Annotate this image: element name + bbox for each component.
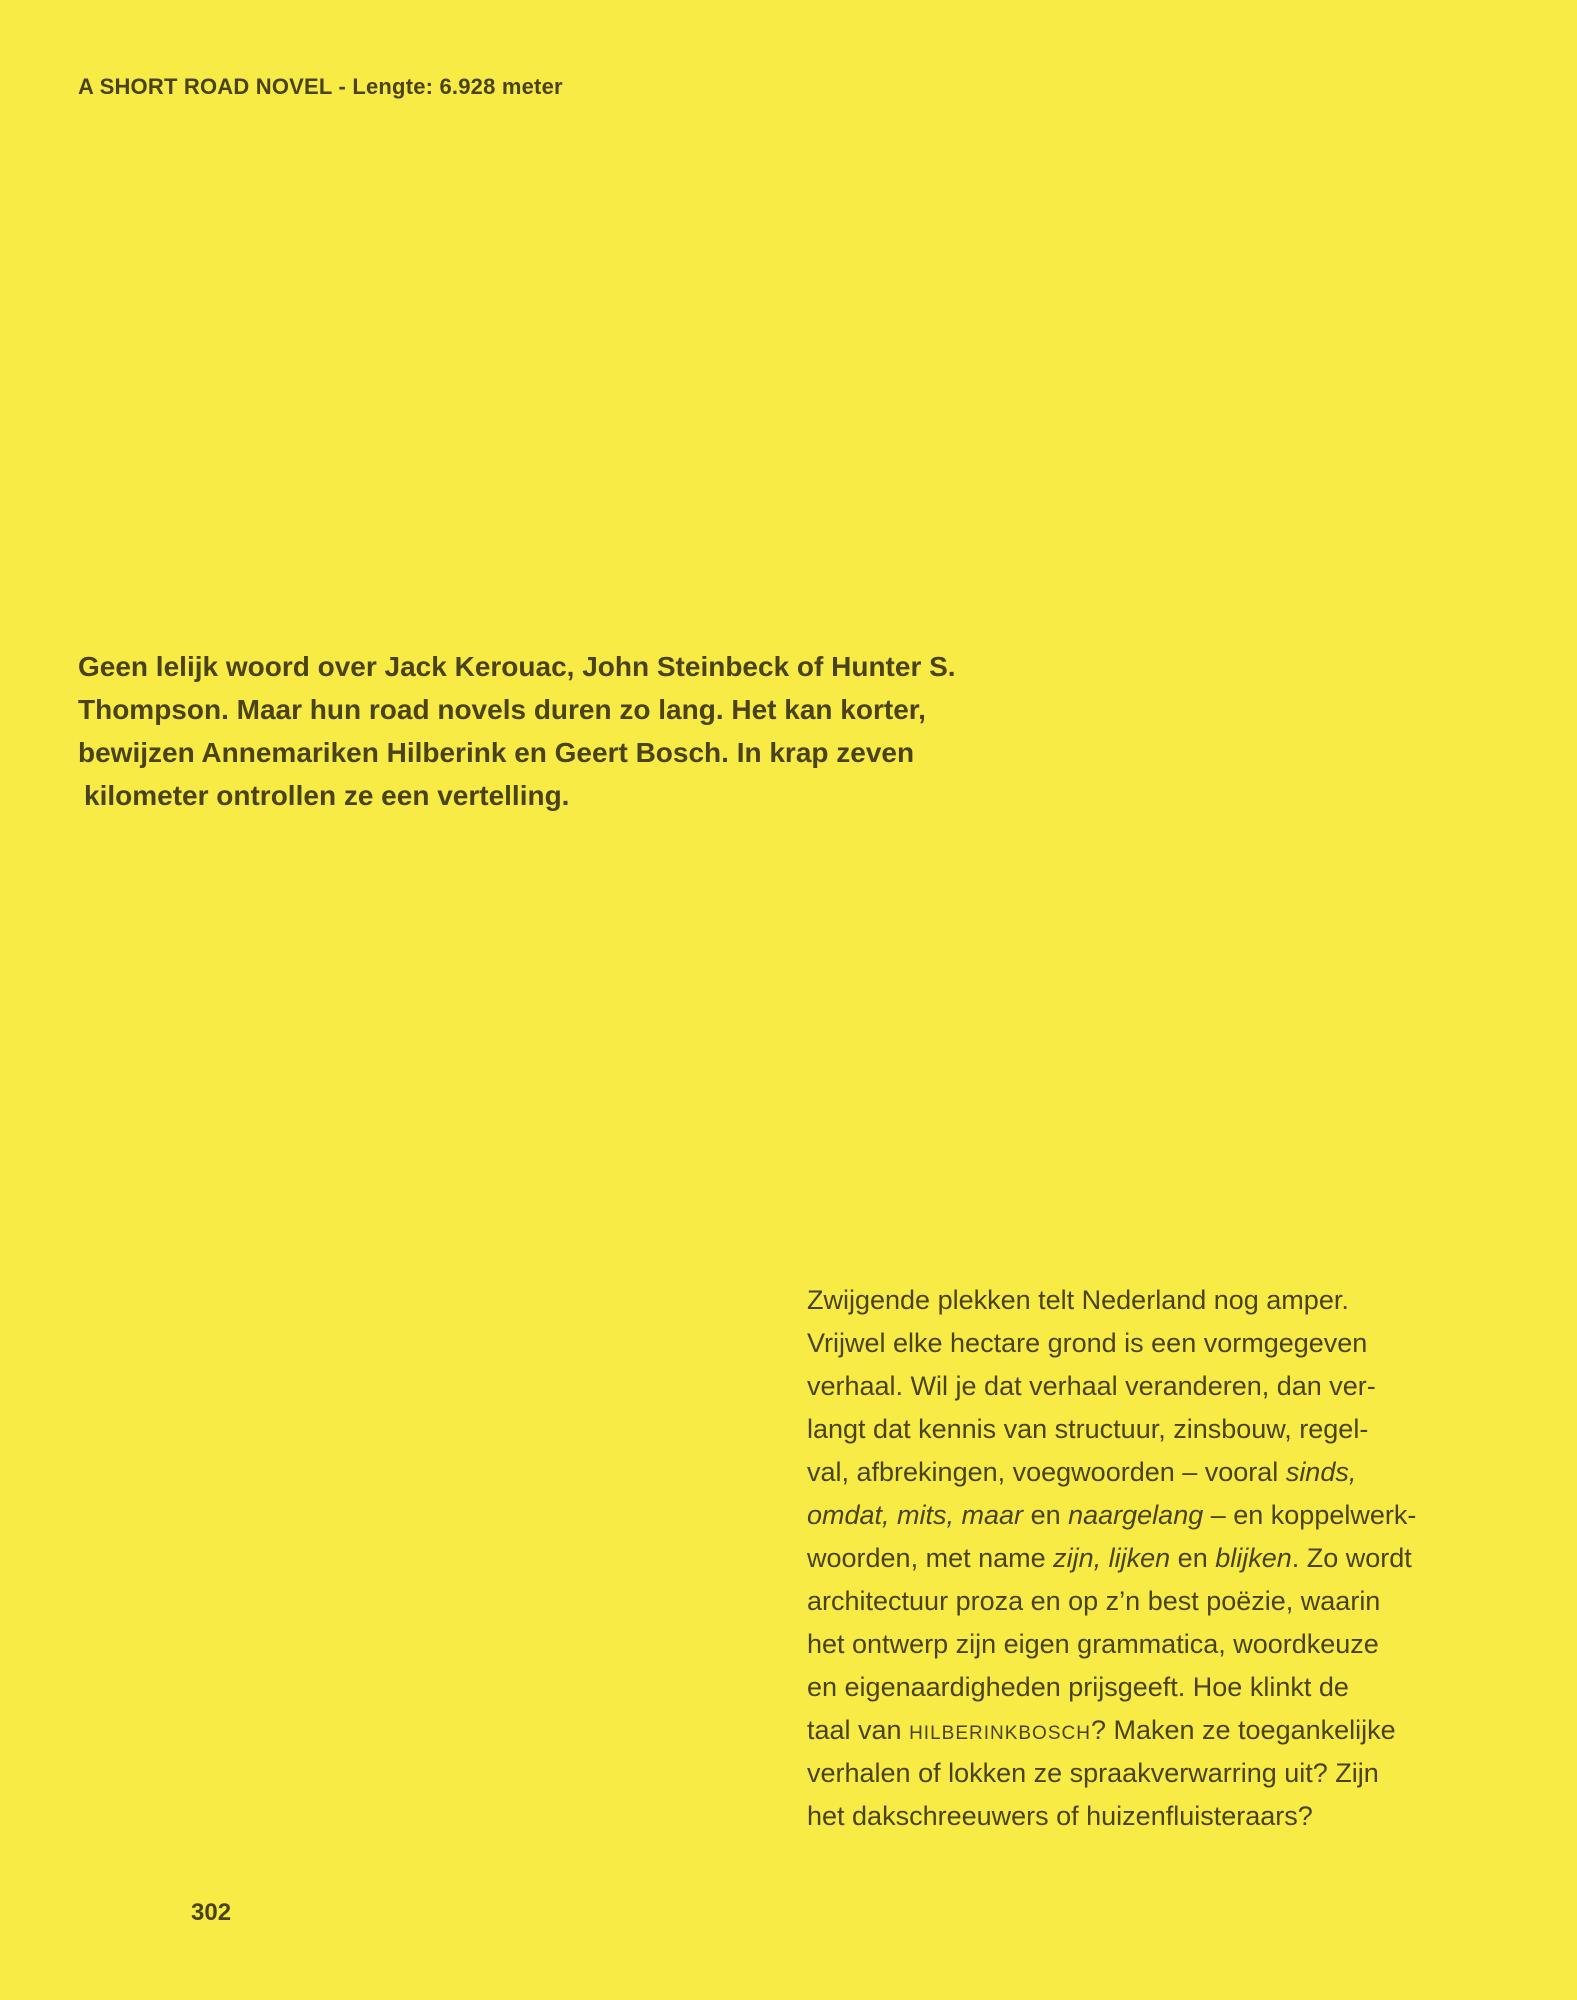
- body-line: [807, 1451, 1507, 1494]
- body-line: architectuur proza en op z’n best poëzie, waarin: [807, 1586, 1381, 1616]
- body-line: Zwijgende plekken telt Nederland nog amper.: [807, 1285, 1349, 1315]
- lead-line: Geen lelijk woord over Jack Kerouac, John Steinbeck of Hunter S.: [78, 651, 956, 682]
- body-italic-run: omdat, mits, maar: [807, 1500, 1024, 1530]
- body-line: het ontwerp zijn eigen grammatica, woordkeuze: [807, 1629, 1379, 1659]
- header-subtitle: Lengte: 6.928 meter: [352, 74, 563, 99]
- body-text-run: taal van: [807, 1715, 910, 1745]
- lead-line: bewijzen Annemariken Hilberink en Geert Bosch. In krap zeven: [78, 737, 915, 768]
- body-line: Vrijwel elke hectare grond is een vormgegeven: [807, 1328, 1368, 1358]
- body-text-run: en: [1023, 1500, 1069, 1530]
- lead-line: kilometer ontrollen ze een vertelling.: [84, 780, 570, 811]
- lead-line: Thompson. Maar hun road novels duren zo lang. Het kan korter,: [78, 694, 926, 725]
- body-text-run: – en koppelwerk-: [1203, 1500, 1417, 1530]
- body-line: langt dat kennis van structuur, zinsbouw, regel-: [807, 1414, 1369, 1444]
- studio-name: hilberinkbosch: [909, 1715, 1091, 1745]
- body-text-run: . Zo wordt: [1291, 1543, 1412, 1573]
- lead-paragraph: [78, 645, 1058, 817]
- body-line: [807, 1709, 1507, 1752]
- header-title: A SHORT ROAD NOVEL: [78, 74, 333, 99]
- body-line: verhaal. Wil je dat verhaal veranderen, dan ver-: [807, 1371, 1376, 1401]
- body-line: [807, 1494, 1507, 1537]
- body-text-run: val, afbrekingen, voegwoorden – vooral: [807, 1457, 1286, 1487]
- body-line: verhalen of lokken ze spraakverwarring uit? Zijn: [807, 1758, 1379, 1788]
- body-italic-run: blijken: [1215, 1543, 1292, 1573]
- header-separator: -: [332, 74, 353, 99]
- body-text-run: en: [1170, 1543, 1216, 1573]
- body-paragraph: [807, 1279, 1507, 1838]
- body-text-run: woorden, met name: [807, 1543, 1054, 1573]
- body-italic-run: zijn, lijken: [1053, 1543, 1171, 1573]
- body-text-run: ? Maken ze toegankelijke: [1090, 1715, 1396, 1745]
- body-line: en eigenaardigheden prijsgeeft. Hoe klinkt de: [807, 1672, 1349, 1702]
- running-header: [78, 74, 563, 100]
- body-line: het dakschreeuwers of huizenfluisteraars?: [807, 1801, 1313, 1831]
- page-number: 302: [191, 1899, 232, 1926]
- body-italic-run: naargelang: [1068, 1500, 1204, 1530]
- body-italic-run: sinds,: [1285, 1457, 1357, 1487]
- body-line: [807, 1537, 1507, 1580]
